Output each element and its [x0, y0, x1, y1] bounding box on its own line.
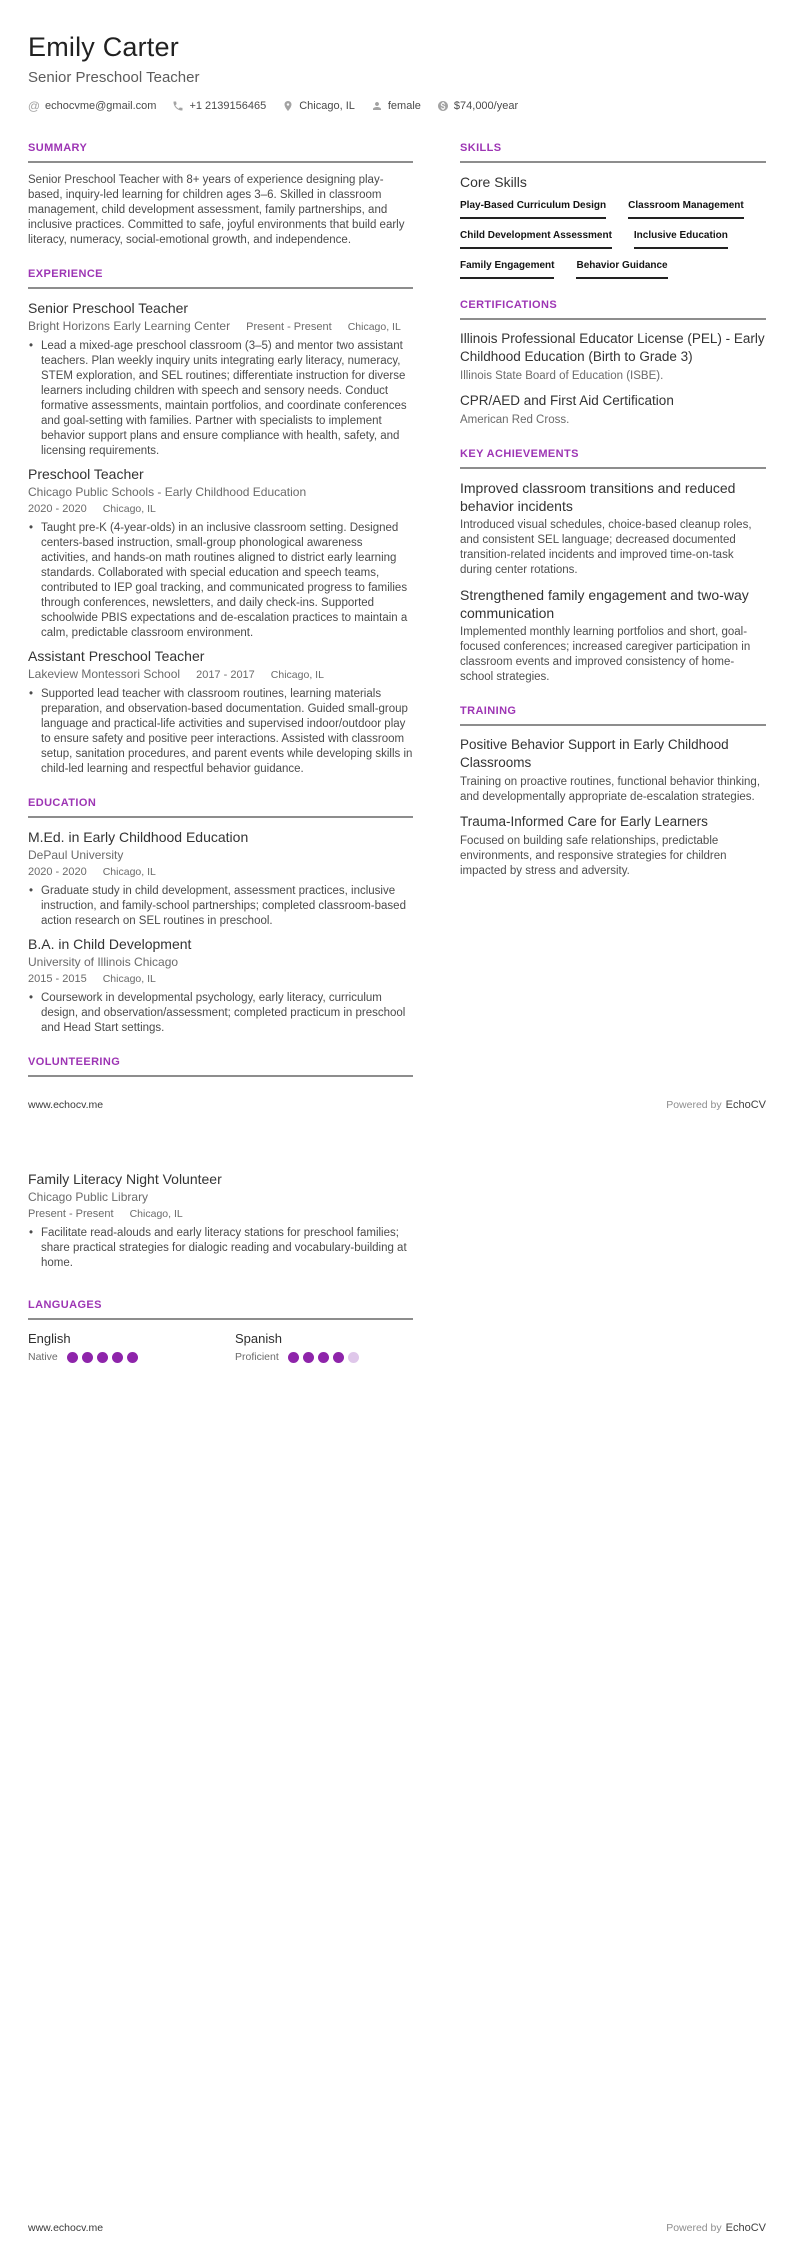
cert-title: Illinois Professional Educator License (PEL) - Early Childhood Education (Birth to Grade 3): [460, 331, 765, 364]
salary-text: $74,000/year: [453, 100, 519, 112]
resume-page-2: [0, 1123, 794, 2246]
volunteering-heading: VOLUNTEERING: [28, 1056, 413, 1077]
powered-by-label: Powered by: [666, 2222, 722, 2234]
volunteering-item: [28, 1170, 413, 1271]
footer-site-link[interactable]: www.echocv.me: [28, 2222, 104, 2234]
page-footer: [28, 1095, 766, 1113]
skills-heading: SKILLS: [460, 142, 766, 163]
education-item: [28, 828, 413, 929]
job-bullet: • Taught pre-K (4-year-olds) in an inclusive classroom setting. Designed centers-based instruction, small-group phonological awareness activities, and hands-on math routines aligned to district early learning standards. Collaborated with special education and speech teams, contributed to IEP goal tracking, and communicated progress to families through conferences, newsletters, and daily check-ins. Supported schoolwide PBIS expectations and de-escalation practices to maintain a calm, predictable classroom environment.: [28, 521, 413, 641]
job-title: Senior Preschool Teacher: [28, 300, 189, 316]
email-icon: @: [27, 99, 41, 113]
level-dot: [112, 1352, 123, 1363]
skill-tag: Inclusive Education: [634, 229, 728, 249]
education-heading: EDUCATION: [28, 797, 413, 818]
degree-title: B.A. in Child Development: [28, 936, 192, 952]
achievements-heading: KEY ACHIEVEMENTS: [460, 448, 766, 469]
training-item: [460, 813, 766, 879]
language-item: [28, 1330, 218, 1363]
level-dot: [348, 1352, 359, 1363]
section-languages: [28, 1299, 413, 1363]
brand-name: EchoCV: [725, 2222, 766, 2234]
job-location: Chicago, IL: [102, 503, 156, 515]
training-heading: TRAINING: [460, 705, 766, 726]
left-column: [28, 142, 413, 1087]
volunteer-dates: Present - Present: [28, 1208, 114, 1220]
powered-by[interactable]: [666, 2218, 766, 2236]
skill-tag: Family Engagement: [460, 259, 554, 279]
language-item: [235, 1330, 425, 1363]
language-list: [28, 1330, 413, 1363]
level-dot: [127, 1352, 138, 1363]
page-footer: [28, 2218, 766, 2236]
job-bullet: • Lead a mixed-age preschool classroom (3–5) and mentor two assistant teachers. Plan weekly inquiry units integrating early literacy, numeracy, STEM exploration, and SEL routines; differentiate instruction for diverse learners including children with speech and sensory needs. Conduct formative assessments, maintain portfolios, and coordinate conferences and goal-setting with families. Partner with specialists to implement behavior support plans and ensure compliance with health, safety, and licensing requirements.: [28, 339, 413, 459]
experience-heading: EXPERIENCE: [28, 268, 413, 289]
volunteer-location: Chicago, IL: [129, 1208, 183, 1220]
section-education: [28, 797, 413, 1036]
location-pin-icon: [282, 100, 294, 112]
section-key-achievements: [460, 448, 766, 685]
company-name: Bright Horizons Early Learning Center: [28, 319, 231, 333]
powered-by[interactable]: [666, 1095, 766, 1113]
education-dates: 2015 - 2015: [28, 973, 87, 985]
contact-bar: [28, 100, 766, 112]
job-location: Chicago, IL: [347, 321, 401, 333]
school-name: University of Illinois Chicago: [28, 955, 179, 969]
phone-text: +1 2139156465: [189, 100, 267, 112]
level-dot: [67, 1352, 78, 1363]
achievement-title: Improved classroom transitions and reduced behavior incidents: [460, 480, 736, 514]
education-location: Chicago, IL: [102, 866, 156, 878]
certifications-heading: CERTIFICATIONS: [460, 299, 766, 320]
skill-tag: Classroom Management: [628, 199, 744, 219]
footer-site-link[interactable]: www.echocv.me: [28, 1099, 104, 1111]
skill-tag-list: [460, 199, 766, 279]
person-icon: [371, 100, 383, 112]
section-certifications: [460, 299, 766, 428]
education-dates: 2020 - 2020: [28, 866, 87, 878]
language-name: English: [28, 1331, 71, 1346]
education-item: [28, 935, 413, 1036]
job-location: Chicago, IL: [270, 669, 324, 681]
company-name: Chicago Public Schools - Early Childhood Education: [28, 485, 307, 499]
skill-tag: Play-Based Curriculum Design: [460, 199, 606, 219]
job-dates: 2017 - 2017: [196, 669, 255, 681]
skill-tag: Behavior Guidance: [576, 259, 667, 279]
certification-item: [460, 330, 766, 384]
salary-icon: [437, 100, 449, 112]
degree-title: M.Ed. in Early Childhood Education: [28, 829, 249, 845]
cert-title: CPR/AED and First Aid Certification: [460, 393, 674, 408]
location-text: Chicago, IL: [299, 100, 355, 112]
training-text: Training on proactive routines, functional behavior thinking, and developmentally appropriate de-escalation strategies.: [460, 776, 761, 803]
level-dot: [333, 1352, 344, 1363]
language-level: Proficient: [235, 1351, 279, 1363]
phone-icon: [172, 100, 184, 112]
experience-item: [28, 465, 413, 641]
left-column-continued: [28, 1170, 413, 1363]
languages-heading: LANGUAGES: [28, 1299, 413, 1320]
company-name: Lakeview Montessori School: [28, 667, 181, 681]
level-dot: [303, 1352, 314, 1363]
level-dot: [318, 1352, 329, 1363]
school-name: DePaul University: [28, 848, 124, 862]
cert-issuer: Illinois State Board of Education (ISBE).: [460, 370, 664, 382]
contact-gender: [371, 100, 421, 112]
level-dot: [288, 1352, 299, 1363]
brand-name: EchoCV: [725, 1099, 766, 1111]
contact-location: [282, 100, 355, 112]
skills-group-title: Core Skills: [460, 174, 527, 190]
achievement-item: [460, 479, 766, 578]
level-dot: [97, 1352, 108, 1363]
training-item: [460, 736, 766, 805]
job-bullet: • Supported lead teacher with classroom routines, learning materials preparation, and observation-based documentation. Guided small-group language and practical-life activities and supervised indoor/outdoor play to ensure safety and positive peer interactions. Assisted with classroom setup, sanitation procedures, and parent events while developing skills in child-led learning and respectful behavior guidance.: [28, 687, 413, 777]
cert-issuer: American Red Cross.: [460, 414, 570, 426]
education-location: Chicago, IL: [102, 973, 156, 985]
level-dots: [288, 1352, 359, 1363]
candidate-title: Senior Preschool Teacher: [28, 69, 200, 86]
section-experience: [28, 268, 413, 777]
achievement-text: Implemented monthly learning portfolios and short, goal-focused conferences; increased caregiver participation in classroom events and improved consistency of home-school strategies.: [460, 626, 751, 683]
gender-text: female: [387, 100, 421, 112]
candidate-name: Emily Carter: [28, 32, 179, 62]
achievement-item: [460, 586, 766, 685]
email-text: echocvme@gmail.com: [45, 100, 157, 112]
job-dates: Present - Present: [246, 321, 332, 333]
experience-item: [28, 647, 413, 777]
certification-item: [460, 392, 766, 428]
skill-tag: Child Development Assessment: [460, 229, 612, 249]
level-dots: [67, 1352, 138, 1363]
contact-salary: [437, 100, 518, 112]
contact-phone: [172, 100, 266, 112]
achievement-title: Strengthened family engagement and two-way communication: [460, 587, 749, 621]
experience-item: [28, 299, 413, 459]
section-summary: [28, 142, 413, 248]
language-level: Native: [28, 1351, 58, 1363]
summary-heading: SUMMARY: [28, 142, 413, 163]
volunteer-bullet: • Facilitate read-alouds and early literacy stations for preschool families; share practical strategies for dialogic reading and vocabulary-building at home.: [28, 1226, 413, 1271]
language-name: Spanish: [235, 1331, 282, 1346]
summary-text: Senior Preschool Teacher with 8+ years of experience designing play-based, inquiry-led learning for children ages 3–6. Skilled in classroom management, child development assessment, family partnerships, and inclusive practices. Committed to safe, joyful environments that build early literacy, numeracy, social-emotional growth, and independence.: [28, 174, 405, 246]
volunteer-org: Chicago Public Library: [28, 1190, 149, 1204]
right-column: [460, 142, 766, 879]
job-title: Preschool Teacher: [28, 466, 144, 482]
resume-header: [28, 30, 766, 112]
section-volunteering: [28, 1056, 413, 1077]
section-skills: [460, 142, 766, 279]
training-title: Trauma-Informed Care for Early Learners: [460, 814, 708, 829]
job-dates: 2020 - 2020: [28, 503, 87, 515]
section-training: [460, 705, 766, 879]
powered-by-label: Powered by: [666, 1099, 722, 1111]
contact-email: [28, 100, 156, 112]
volunteer-title: Family Literacy Night Volunteer: [28, 1171, 222, 1187]
training-title: Positive Behavior Support in Early Childhood Classrooms: [460, 737, 729, 770]
achievement-text: Introduced visual schedules, choice-based cleanup roles, and consistent SEL language; decreased documented transition-related incidents and improved time-on-task during center rotations.: [460, 519, 752, 576]
education-bullet: • Coursework in developmental psychology, early literacy, curriculum design, and observation/assessment; completed practicum in preschool and Head Start settings.: [28, 991, 413, 1036]
level-dot: [82, 1352, 93, 1363]
training-text: Focused on building safe relationships, predictable environments, and responsive strategies for children impacted by stress and adversity.: [460, 835, 727, 877]
job-title: Assistant Preschool Teacher: [28, 648, 205, 664]
education-bullet: • Graduate study in child development, assessment practices, inclusive instruction, and family-school partnerships; completed classroom-based action research on SEL routines in preschool.: [28, 884, 413, 929]
